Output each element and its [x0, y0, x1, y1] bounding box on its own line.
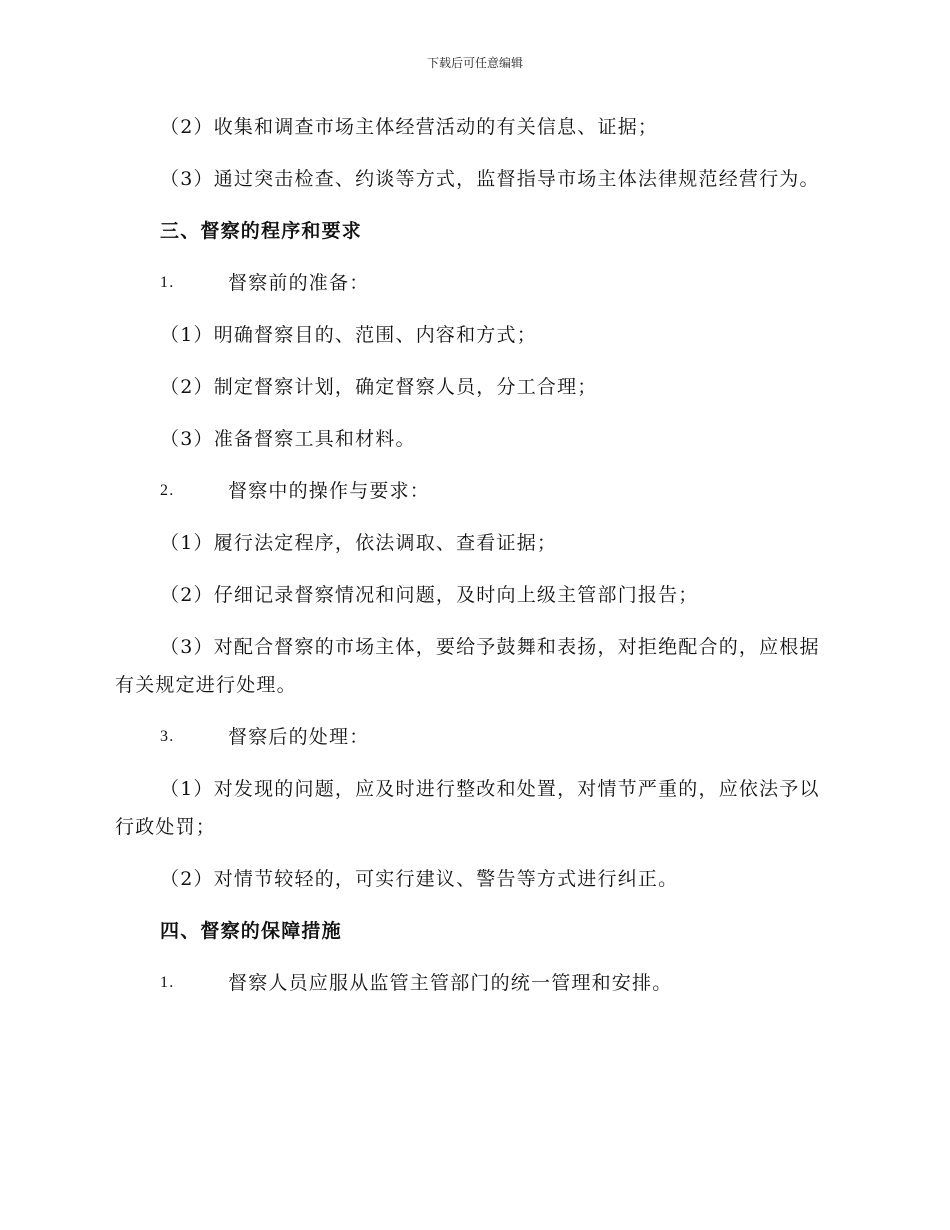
paragraph: （1）履行法定程序，依法调取、查看证据；	[160, 532, 558, 554]
item-number: 2.	[160, 482, 175, 499]
paragraph: （2）收集和调查市场主体经营活动的有关信息、证据；	[160, 116, 659, 138]
paragraph: （1）明确督察目的、范围、内容和方式；	[160, 324, 537, 346]
section-heading: 三、督察的程序和要求	[160, 220, 363, 242]
paragraph: （1）对发现的问题，应及时进行整改和处置，对情节严重的，应依法予以行政处罚；	[115, 778, 820, 838]
item-text: 督察人员应服从监管主管部门的统一管理和安排。	[228, 972, 673, 994]
item-number: 1.	[160, 974, 175, 991]
page-header: 下载后可任意编辑	[426, 56, 523, 70]
paragraph: （2）仔细记录督察情况和问题，及时向上级主管部门报告；	[160, 584, 699, 606]
paragraph: （3）准备督察工具和材料。	[160, 428, 416, 450]
paragraph: （3）通过突击检查、约谈等方式，监督指导市场主体法律规范经营行为。	[160, 168, 820, 190]
item-text: 督察前的准备：	[228, 272, 370, 294]
item-text: 督察中的操作与要求：	[228, 480, 431, 502]
numbered-item	[115, 718, 820, 756]
numbered-item	[115, 964, 820, 1002]
item-text: 督察后的处理：	[228, 726, 370, 748]
item-number: 1.	[160, 274, 175, 291]
numbered-item	[115, 264, 820, 302]
paragraph: （2）对情节较轻的，可实行建议、警告等方式进行纠正。	[160, 868, 679, 890]
document-body	[115, 108, 820, 1016]
numbered-item	[115, 472, 820, 510]
item-number: 3.	[160, 728, 175, 745]
paragraph: （3）对配合督察的市场主体，要给予鼓舞和表扬，对拒绝配合的，应根据有关规定进行处理。	[115, 636, 820, 696]
paragraph: （2）制定督察计划，确定督察人员，分工合理；	[160, 376, 598, 398]
section-heading: 四、督察的保障措施	[160, 920, 342, 942]
